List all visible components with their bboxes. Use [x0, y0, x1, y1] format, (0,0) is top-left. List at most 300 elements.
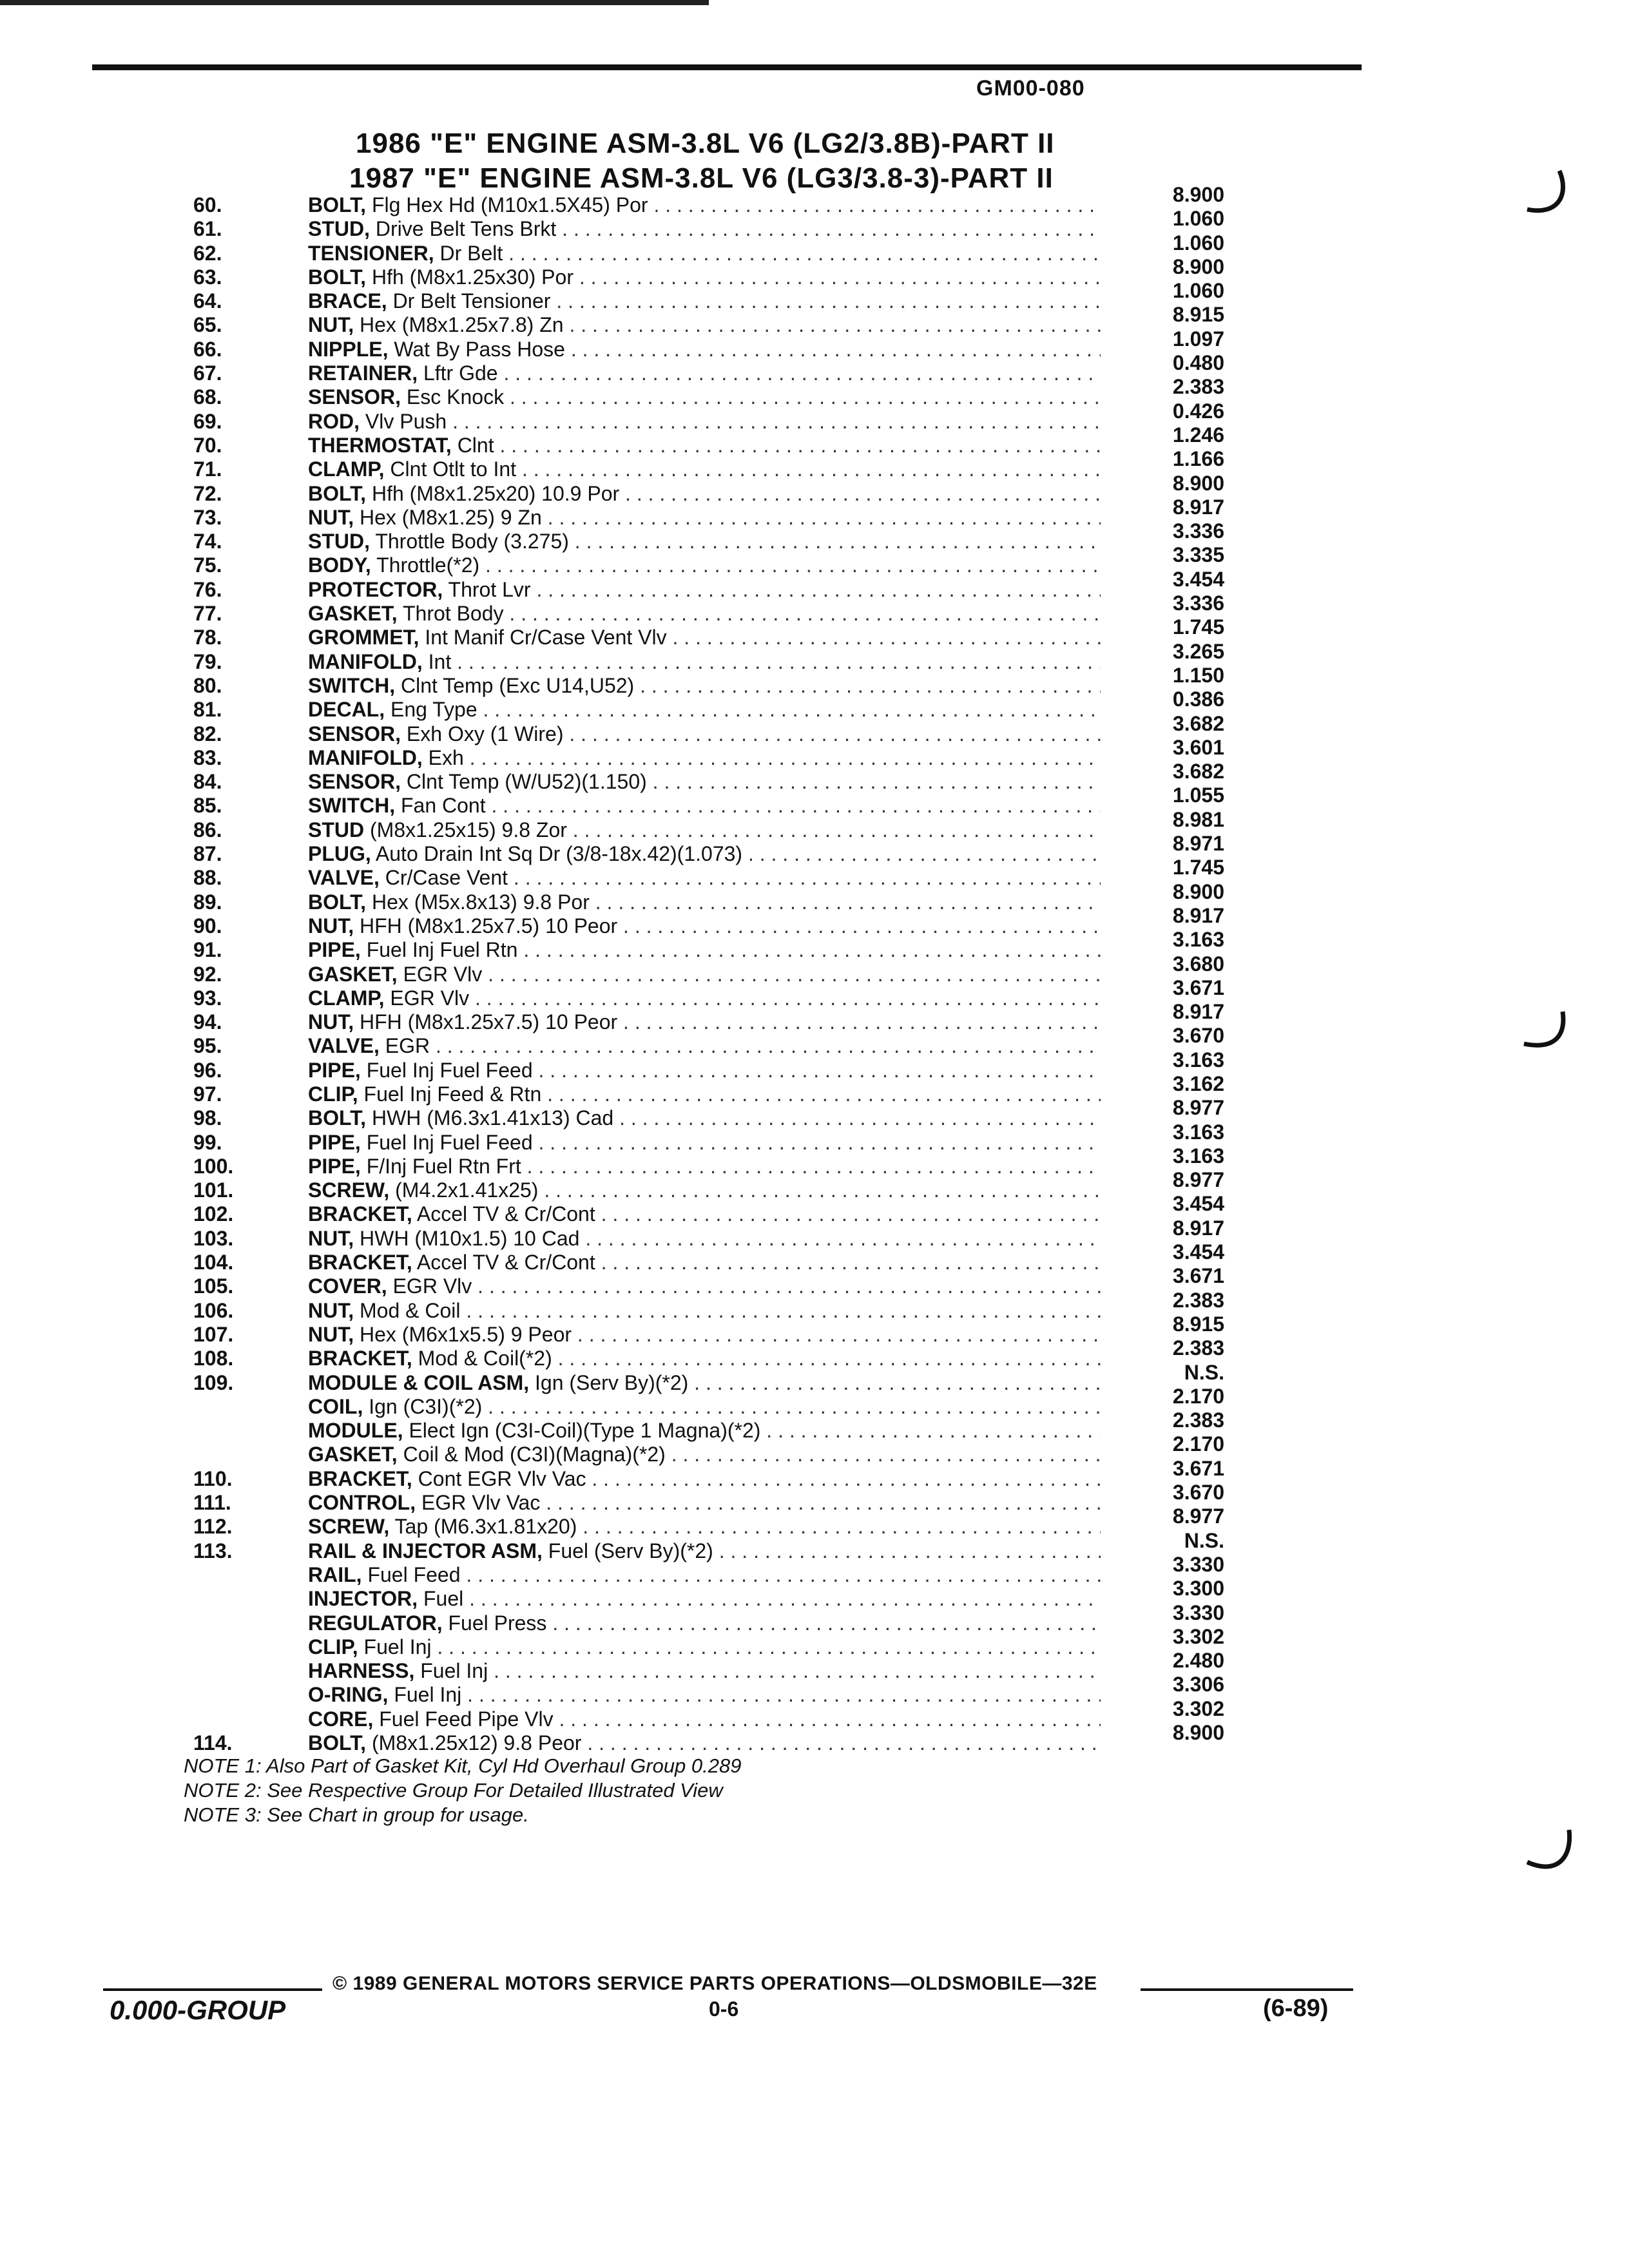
group-number: 2.383	[1172, 1288, 1224, 1312]
group-number: 1.060	[1172, 231, 1224, 255]
group-number: 1.745	[1172, 615, 1224, 639]
part-description	[308, 1443, 1101, 1466]
note-3: NOTE 3: See Chart in group for usage.	[184, 1803, 529, 1826]
group-number: 1.060	[1172, 207, 1224, 231]
part-description	[308, 1178, 1101, 1202]
group-number: 8.917	[1172, 903, 1224, 927]
parts-row	[0, 591, 1629, 626]
parts-row	[0, 975, 1629, 1010]
part-detail: EGR Vlv Vac	[421, 1491, 541, 1515]
group-number: 2.383	[1172, 1408, 1224, 1432]
part-description	[308, 650, 1101, 674]
part-description	[308, 1635, 1101, 1659]
part-name: NUT,	[308, 1010, 354, 1034]
part-description	[308, 1010, 1101, 1034]
group-number: 8.900	[1172, 471, 1224, 495]
part-detail: (M8x1.25x15) 9.8 Zor	[370, 818, 567, 841]
item-number: 79.	[193, 649, 222, 673]
item-number: 89.	[193, 890, 222, 914]
item-number: 85.	[193, 794, 222, 818]
item-number: 111.	[193, 1491, 231, 1515]
item-number: 71.	[193, 457, 222, 481]
part-name: GASKET,	[308, 1443, 398, 1466]
parts-row	[0, 928, 1629, 962]
parts-row	[0, 1432, 1629, 1466]
group-number: 8.917	[1172, 1216, 1224, 1240]
parts-row	[0, 1481, 1629, 1515]
parts-row	[0, 1216, 1629, 1251]
part-description	[308, 1395, 1101, 1419]
part-name: VALVE,	[308, 866, 380, 890]
note-1: NOTE 1: Also Part of Gasket Kit, Cyl Hd Overhaul Group 0.289	[184, 1754, 742, 1777]
page-title-1987: 1987 "E" ENGINE ASM-3.8L V6 (LG3/3.8-3)-PART II	[349, 162, 1054, 194]
parts-row	[0, 615, 1629, 649]
parts-row	[0, 832, 1629, 866]
part-detail: Lftr Gde	[423, 361, 498, 385]
part-description	[308, 530, 1101, 553]
item-number: 68.	[193, 385, 222, 409]
part-detail: EGR	[385, 1034, 430, 1058]
part-detail: Fuel Inj Fuel Feed	[366, 1130, 533, 1154]
part-detail: Accel TV & Cr/Cont	[416, 1202, 595, 1226]
parts-row	[0, 639, 1629, 674]
footer-date: (6-89)	[1263, 1995, 1329, 2022]
part-detail: Fuel Feed	[367, 1562, 461, 1586]
part-detail: Hfh (M8x1.25x20) 10.9 Por	[371, 481, 620, 505]
part-description	[308, 1731, 1101, 1755]
part-description	[308, 1467, 1101, 1491]
part-name: BRACKET,	[308, 1347, 412, 1370]
item-number: 76.	[193, 577, 222, 601]
parts-row	[0, 495, 1629, 530]
parts-row	[0, 1144, 1629, 1178]
parts-row	[0, 1120, 1629, 1155]
item-number: 104.	[193, 1251, 234, 1274]
parts-row	[0, 231, 1629, 265]
part-name: COIL,	[308, 1394, 363, 1418]
part-description	[308, 914, 1101, 938]
part-name: PIPE,	[308, 1130, 361, 1154]
footer-rule-right	[1141, 1988, 1353, 1991]
group-number: 0.386	[1172, 687, 1224, 711]
item-number: 101.	[193, 1178, 234, 1202]
part-name: MODULE & COIL ASM,	[308, 1370, 530, 1394]
group-number: 3.306	[1172, 1673, 1224, 1696]
parts-row	[0, 303, 1629, 337]
part-detail: Fuel (Serv By)(*2)	[548, 1539, 713, 1562]
part-description	[308, 385, 1101, 409]
part-name: BRACKET,	[308, 1466, 412, 1490]
part-description	[308, 1683, 1101, 1707]
part-name: GASKET,	[308, 962, 398, 986]
group-number: 3.454	[1172, 1192, 1224, 1216]
parts-row	[0, 1721, 1629, 1755]
parts-row	[0, 807, 1629, 842]
part-name: NUT,	[308, 313, 354, 337]
part-detail: Ign (C3I)(*2)	[369, 1394, 483, 1418]
part-name: BRACE,	[308, 289, 387, 313]
part-detail: Tap (M6.3x1.81x20)	[394, 1515, 577, 1539]
parts-row	[0, 447, 1629, 481]
part-name: SENSOR,	[308, 722, 401, 745]
part-detail: Fuel	[423, 1587, 464, 1611]
part-description	[308, 265, 1101, 289]
part-description	[308, 746, 1101, 770]
part-description	[308, 1419, 1101, 1443]
parts-row	[0, 399, 1629, 434]
group-number: 3.300	[1172, 1577, 1224, 1600]
part-description	[308, 818, 1101, 842]
item-number: 86.	[193, 818, 222, 841]
group-number: 8.977	[1172, 1168, 1224, 1192]
part-detail: Drive Belt Tens Brkt	[375, 217, 557, 241]
part-detail: (M8x1.25x12) 9.8 Peor	[371, 1731, 582, 1754]
part-description	[308, 1491, 1101, 1515]
binder-ring-mark-icon	[1521, 1005, 1572, 1063]
group-number: 3.302	[1172, 1696, 1224, 1720]
part-detail: Int	[428, 649, 452, 673]
item-number: 78.	[193, 626, 222, 649]
parts-row	[0, 1600, 1629, 1635]
parts-row	[0, 856, 1629, 890]
parts-row	[0, 255, 1629, 289]
item-number: 103.	[193, 1226, 234, 1250]
parts-row	[0, 1408, 1629, 1443]
part-description	[308, 890, 1101, 914]
part-detail: Cont EGR Vlv Vac	[418, 1466, 586, 1490]
group-number: 3.336	[1172, 591, 1224, 615]
item-number: 112.	[193, 1515, 233, 1539]
footer-group-label: 0.000-GROUP	[110, 1995, 286, 2025]
part-description	[308, 1587, 1101, 1611]
part-name: CLIP,	[308, 1635, 358, 1658]
parts-row	[0, 760, 1629, 794]
item-number: 67.	[193, 361, 222, 385]
item-number: 102.	[193, 1202, 234, 1226]
parts-row	[0, 1504, 1629, 1539]
parts-row	[0, 783, 1629, 818]
part-description	[308, 242, 1101, 265]
parts-row	[0, 1096, 1629, 1130]
parts-row	[0, 1696, 1629, 1731]
part-detail: Hex (M5x.8x13) 9.8 Por	[371, 890, 590, 914]
part-description	[308, 457, 1101, 481]
parts-row	[0, 1288, 1629, 1323]
part-detail: Fuel Inj	[420, 1659, 488, 1683]
group-number: 3.336	[1172, 519, 1224, 543]
parts-row	[0, 1168, 1629, 1202]
part-name: NUT,	[308, 505, 354, 529]
group-number: 3.682	[1172, 760, 1224, 783]
group-number: 3.330	[1172, 1600, 1224, 1624]
part-detail: Wat By Pass Hose	[394, 337, 565, 361]
parts-row	[0, 471, 1629, 506]
part-name: STUD,	[308, 530, 370, 553]
parts-row	[0, 1192, 1629, 1226]
parts-row	[0, 207, 1629, 241]
part-description	[308, 1539, 1101, 1563]
part-description	[308, 578, 1101, 602]
item-number: 60.	[193, 193, 222, 216]
part-detail: Hex (M8x1.25x7.8) Zn	[360, 313, 564, 337]
part-name: RETAINER,	[308, 361, 418, 385]
part-name: BODY,	[308, 553, 371, 577]
part-name: INJECTOR,	[308, 1587, 418, 1611]
group-number: 8.900	[1172, 879, 1224, 903]
part-detail: Dr Belt Tensioner	[392, 289, 551, 313]
group-number: 8.977	[1172, 1504, 1224, 1528]
parts-row	[0, 567, 1629, 602]
part-name: SENSOR,	[308, 385, 401, 409]
top-edge-rule	[0, 0, 709, 5]
item-number: 81.	[193, 698, 222, 722]
group-number: 8.900	[1172, 183, 1224, 206]
part-name: CLAMP,	[308, 457, 385, 481]
part-name: BOLT,	[308, 481, 367, 505]
group-number: N.S.	[1184, 1528, 1224, 1552]
parts-row	[0, 543, 1629, 577]
item-number: 66.	[193, 337, 222, 361]
group-number: 1.745	[1172, 856, 1224, 879]
part-name: DECAL,	[308, 698, 385, 722]
part-description	[308, 1059, 1101, 1082]
part-name: NIPPLE,	[308, 337, 389, 361]
part-description	[308, 986, 1101, 1010]
part-description	[308, 1227, 1101, 1251]
item-number: 62.	[193, 241, 222, 265]
group-number: 8.917	[1172, 495, 1224, 519]
item-number: 63.	[193, 265, 222, 289]
item-number: 99.	[193, 1130, 222, 1154]
part-detail: Throttle Body (3.275)	[375, 530, 569, 553]
parts-row	[0, 327, 1629, 361]
parts-row	[0, 351, 1629, 385]
group-number: 3.670	[1172, 1024, 1224, 1048]
part-name: PIPE,	[308, 1058, 361, 1082]
part-detail: Coil & Mod (C3I)(Magna)(*2)	[403, 1443, 666, 1466]
group-number: 1.097	[1172, 327, 1224, 351]
part-name: PLUG,	[308, 842, 371, 866]
part-description	[308, 361, 1101, 385]
part-name: RAIL,	[308, 1562, 362, 1586]
part-detail: Accel TV & Cr/Cont	[416, 1251, 595, 1274]
notes-block	[184, 1754, 742, 1827]
part-description	[308, 602, 1101, 626]
part-detail: Hex (M6x1x5.5) 9 Peor	[360, 1322, 572, 1346]
parts-row	[0, 1624, 1629, 1659]
parts-row	[0, 1264, 1629, 1298]
part-description	[308, 1251, 1101, 1274]
part-name: BRACKET,	[308, 1202, 412, 1226]
part-description	[308, 506, 1101, 530]
part-name: ROD,	[308, 409, 360, 433]
part-detail: Clnt Temp (Exc U14,U52)	[400, 673, 635, 697]
part-description	[308, 1155, 1101, 1178]
group-number: 3.671	[1172, 975, 1224, 999]
part-name: VALVE,	[308, 1034, 380, 1058]
item-number: 69.	[193, 409, 222, 433]
item-number: 84.	[193, 770, 222, 794]
part-detail: HWH (M6.3x1.41x13) Cad	[371, 1106, 614, 1130]
item-number: 90.	[193, 914, 222, 937]
parts-list	[0, 183, 1629, 1755]
part-detail: Exh Oxy (1 Wire)	[406, 722, 564, 745]
item-number: 108.	[193, 1347, 234, 1370]
binder-ring-mark-icon	[1521, 1823, 1579, 1881]
part-description	[308, 434, 1101, 457]
part-detail: Eng Type	[390, 698, 477, 722]
item-number: 106.	[193, 1298, 234, 1322]
part-detail: Dr Belt	[439, 241, 503, 265]
group-number: 3.671	[1172, 1456, 1224, 1480]
group-number: 8.900	[1172, 255, 1224, 278]
part-detail: Ign (Serv By)(*2)	[535, 1370, 689, 1394]
parts-row	[0, 1649, 1629, 1683]
part-description	[308, 1274, 1101, 1298]
group-number: 3.162	[1172, 1072, 1224, 1095]
parts-row	[0, 711, 1629, 746]
part-detail: Flg Hex Hd (M10x1.5X45) Por	[371, 193, 648, 216]
item-number: 88.	[193, 866, 222, 890]
part-detail: Exh	[428, 745, 464, 769]
part-description	[308, 553, 1101, 577]
part-detail: Fuel Inj Fuel Feed	[366, 1058, 533, 1082]
item-number: 77.	[193, 602, 222, 626]
part-detail: Hfh (M8x1.25x30) Por	[371, 265, 574, 289]
part-name: NUT,	[308, 914, 354, 937]
part-detail: Elect Ign (C3I-Coil)(Type 1 Magna)(*2)	[409, 1419, 761, 1443]
part-detail: Mod & Coil(*2)	[418, 1347, 552, 1370]
part-detail: F/Inj Fuel Rtn Frt	[366, 1154, 521, 1178]
item-number: 65.	[193, 313, 222, 337]
part-name: CLIP,	[308, 1082, 358, 1106]
part-name: GASKET,	[308, 602, 398, 626]
parts-row	[0, 1240, 1629, 1274]
parts-row	[0, 1000, 1629, 1034]
item-number: 70.	[193, 433, 222, 457]
group-number: 3.670	[1172, 1481, 1224, 1504]
copyright-line: © 1989 GENERAL MOTORS SERVICE PARTS OPERATIONS—OLDSMOBILE—32E	[333, 1973, 1097, 1994]
part-description	[308, 1131, 1101, 1155]
group-number: 3.680	[1172, 952, 1224, 975]
group-number: 1.166	[1172, 447, 1224, 471]
part-description	[308, 1611, 1101, 1635]
item-number: 100.	[193, 1154, 234, 1178]
part-name: O-RING,	[308, 1683, 389, 1707]
item-number: 87.	[193, 842, 222, 866]
part-name: PROTECTOR,	[308, 577, 443, 601]
part-description	[308, 1299, 1101, 1323]
part-description	[308, 1034, 1101, 1058]
group-number: 3.330	[1172, 1552, 1224, 1576]
part-name: STUD	[308, 818, 365, 841]
part-detail: HWH (M10x1.5) 10 Cad	[360, 1226, 580, 1250]
part-description	[308, 1106, 1101, 1130]
part-detail: Cr/Case Vent	[385, 866, 508, 890]
part-detail: Fuel Inj	[363, 1635, 432, 1658]
part-description	[308, 1347, 1101, 1370]
part-description	[308, 722, 1101, 746]
item-number: 105.	[193, 1274, 234, 1298]
parts-row	[0, 879, 1629, 914]
part-name: RAIL & INJECTOR ASM,	[308, 1539, 543, 1562]
parts-row	[0, 903, 1629, 938]
item-number: 114.	[193, 1731, 233, 1754]
part-name: SCREW,	[308, 1515, 390, 1539]
part-detail: Throttle(*2)	[376, 553, 480, 577]
group-number: 8.971	[1172, 832, 1224, 856]
part-detail: Mod & Coil	[360, 1298, 461, 1322]
group-number: 2.480	[1172, 1649, 1224, 1673]
part-description	[308, 410, 1101, 434]
item-number: 107.	[193, 1322, 234, 1346]
part-name: CORE,	[308, 1707, 374, 1731]
part-detail: Hex (M8x1.25) 9 Zn	[360, 505, 542, 529]
item-number: 96.	[193, 1058, 222, 1082]
item-number: 72.	[193, 481, 222, 505]
part-name: MANIFOLD,	[308, 745, 423, 769]
part-detail: Fuel Feed Pipe Vlv	[379, 1707, 554, 1731]
parts-row	[0, 687, 1629, 722]
part-detail: Throt Lvr	[448, 577, 531, 601]
part-description	[308, 1323, 1101, 1347]
group-number: 2.170	[1172, 1432, 1224, 1456]
part-description	[308, 698, 1101, 722]
part-name: SENSOR,	[308, 770, 401, 794]
item-number: 73.	[193, 505, 222, 529]
part-name: BRACKET,	[308, 1251, 412, 1274]
parts-row	[0, 519, 1629, 553]
group-number: 3.454	[1172, 567, 1224, 591]
group-number: 3.302	[1172, 1624, 1224, 1648]
part-detail: Throt Body	[403, 602, 504, 626]
part-description	[308, 338, 1101, 361]
part-description	[308, 1202, 1101, 1226]
part-name: MODULE,	[308, 1419, 403, 1443]
part-description	[308, 674, 1101, 698]
group-number: 3.601	[1172, 735, 1224, 759]
parts-row	[0, 1336, 1629, 1370]
part-detail: Clnt	[457, 433, 494, 457]
parts-row	[0, 1552, 1629, 1587]
item-number: 98.	[193, 1106, 222, 1130]
document-code: GM00-080	[976, 76, 1085, 101]
group-number: 2.170	[1172, 1384, 1224, 1408]
parts-row	[0, 375, 1629, 409]
item-number: 113.	[193, 1539, 233, 1562]
parts-row	[0, 735, 1629, 770]
part-detail: Fuel Inj	[394, 1683, 462, 1707]
parts-row	[0, 1528, 1629, 1563]
item-number: 64.	[193, 289, 222, 313]
part-name: MANIFOLD,	[308, 649, 423, 673]
item-number: 74.	[193, 530, 222, 553]
part-detail: Esc Knock	[406, 385, 505, 409]
part-detail: EGR Vlv	[392, 1274, 472, 1298]
part-detail: Fuel Press	[448, 1611, 547, 1635]
part-detail: Clnt Temp (W/U52)(1.150)	[406, 770, 647, 794]
part-name: SCREW,	[308, 1178, 390, 1202]
part-name: BOLT,	[308, 193, 367, 216]
parts-row	[0, 1360, 1629, 1395]
part-name: BOLT,	[308, 890, 367, 914]
part-detail: Int Manif Cr/Case Vent Vlv	[425, 626, 667, 649]
header-rule	[92, 64, 1362, 70]
part-name: PIPE,	[308, 1154, 361, 1178]
item-number: 82.	[193, 722, 222, 745]
item-number: 91.	[193, 938, 222, 962]
part-description	[308, 1563, 1101, 1587]
